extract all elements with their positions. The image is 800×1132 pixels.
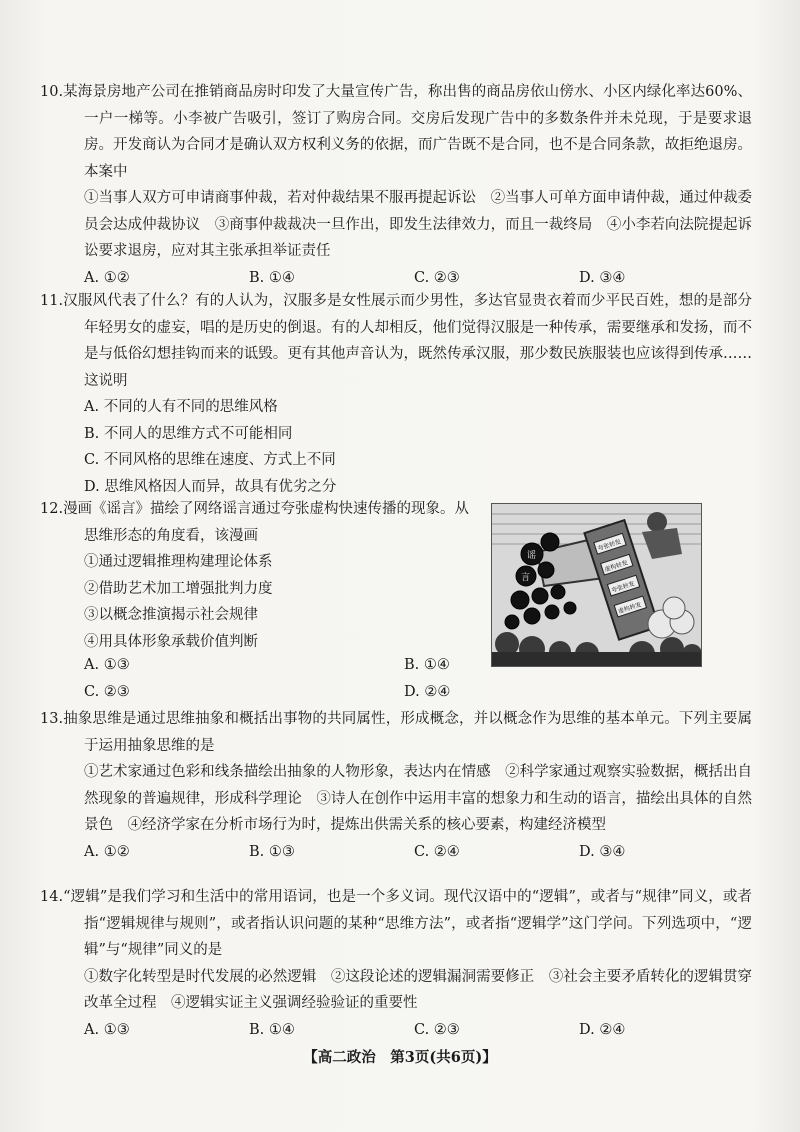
question-14-number: 14. [40,889,64,905]
page-footer: 【高二政治 第3页(共6页)】 [303,1049,497,1066]
option-a[interactable]: A. 不同的人有不同的思维风格 [84,399,278,415]
statement-2: ②借助艺术加工增强批判力度 [84,580,273,597]
option-c[interactable]: C. ②④ [414,843,460,860]
question-13-options [62,839,752,866]
question-12-stem: 12.漫画《谣言》描绘了网络谣言通过夸张虚构快速传播的现象。从 [62,496,482,523]
question-10 [40,79,752,291]
question-14-statements: ①数字化转型是时代发展的必然逻辑 ②这段论述的逻辑漏洞需要修正 ③社会主要矛盾转化的逻辑贯穿改革全过程 ④逻辑实证主义强调经验验证的重要性 [84,968,752,1011]
question-14-options [62,1017,752,1044]
cartoon-illustration [492,504,701,666]
option-c[interactable]: C. ②③ [414,269,460,286]
option-b[interactable]: B. 不同人的思维方式不可能相同 [84,425,293,442]
option-d[interactable]: D. ②④ [579,1021,626,1038]
option-a[interactable]: A. ①③ [84,657,130,673]
question-11-number: 11. [40,293,64,309]
option-d[interactable]: D. ③④ [579,843,626,860]
cartoon-label-2: 言 [521,573,531,583]
cartoon-sign-1: 夸张转发 [596,538,622,553]
question-10-stem: 10.某海景房地产公司在推销商品房时印发了大量宣传广告，称出售的商品房依山傍水、小区内绿化率达60%、一户一梯等。小李被广告吸引，签订了购房合同。交房后发现广告中的多数条件并未兑现，于是要求退房。开发商认为合同才是确认双方权利义务的依据，而广告既不是合同，也不是合同条款，故拒绝退房。本案中 [62,79,752,185]
question-13-stem: 13.抽象思维是通过思维抽象和概括出事物的共同属性，形成概念，并以概念作为思维的基本单元。下列主要属于运用抽象思维的是 [62,706,752,759]
option-c[interactable]: C. 不同风格的思维在速度、方式上不同 [84,452,336,468]
option-b[interactable]: B. ①④ [249,1021,295,1038]
question-11-stem: 11.汉服风代表了什么？有的人认为，汉服多是女性展示而少男性，多达官显贵衣着而少平民百姓，想的是部分年轻男女的虚妄，唱的是历史的倒退。有的人却相反，他们觉得汉服是一种传承，需要继承和发扬，而不是与低俗幻想挂钩而来的诋毁。更有其他声音认为，既然传承汉服，那少数民族服装也应该得到传承……这说明 [62,288,752,394]
question-12-stem-cont: 思维形态的角度看，该漫画 [84,527,258,544]
statement-4: ④用具体形象承载价值判断 [84,633,258,650]
option-c[interactable]: C. ②③ [414,1021,460,1038]
statement-1: ①通过逻辑推理构建理论体系 [84,554,273,570]
question-10-number: 10. [40,84,64,100]
question-12 [40,496,482,655]
question-12-number: 12. [40,501,64,517]
option-d[interactable]: D. ②④ [404,683,451,700]
question-11 [40,288,752,500]
question-13-statements: ①艺术家通过色彩和线条描绘出抽象的人物形象，表达内在情感 ②科学家通过观察实验数据，概括出自然现象的普遍规律，形成科学理论 ③诗人在创作中运用丰富的想象力和生动的语言，描绘出具体的自然景色 ④经济学家在分析市场行为时，提炼出供需关系的核心要素，构建经济模型 [84,764,752,833]
question-13-number: 13. [40,711,64,727]
option-a[interactable]: A. ①② [84,843,130,860]
question-14 [40,884,752,1043]
option-d[interactable]: D. 思维风格因人而异，故具有优劣之分 [84,478,337,495]
option-c[interactable]: C. ②③ [84,683,130,700]
option-a[interactable]: A. ①② [84,269,130,286]
cartoon-sign-2: 虚构转发 [603,559,629,574]
cartoon-sign-3: 夸张转发 [610,580,636,595]
question-13 [40,706,752,865]
option-a[interactable]: A. ①③ [84,1021,130,1038]
option-b[interactable]: B. ①④ [249,269,295,286]
question-10-statements: ①当事人双方可申请商事仲裁，若对仲裁结果不服再提起诉讼 ②当事人可单方面申请仲裁，通过仲裁委员会达成仲裁协议 ③商事仲裁裁决一旦作出，即发生法律效力，而且一裁终局 ④小李若向法院提起诉讼要求退房，应对其主张承担举证责任 [84,190,752,259]
option-b[interactable]: B. ①③ [249,843,295,860]
statement-3: ③以概念推演揭示社会规律 [84,607,258,623]
cartoon-label-1: 谣 [527,551,537,561]
option-d[interactable]: D. ③④ [579,269,626,286]
option-b[interactable]: B. ①④ [404,657,450,673]
question-14-stem: 14.“逻辑”是我们学习和生活中的常用语词，也是一个多义词。现代汉语中的“逻辑”，或者与“规律”同义，或者指“逻辑规律与规则”，或者指认识问题的某种“思维方法”，或者指“逻辑学”这门学问。下列选项中，“逻辑”与“规律”同义的是 [62,884,752,964]
cartoon-sign-4: 虚构转发 [617,601,643,616]
rumor-cartoon-image [491,503,702,667]
